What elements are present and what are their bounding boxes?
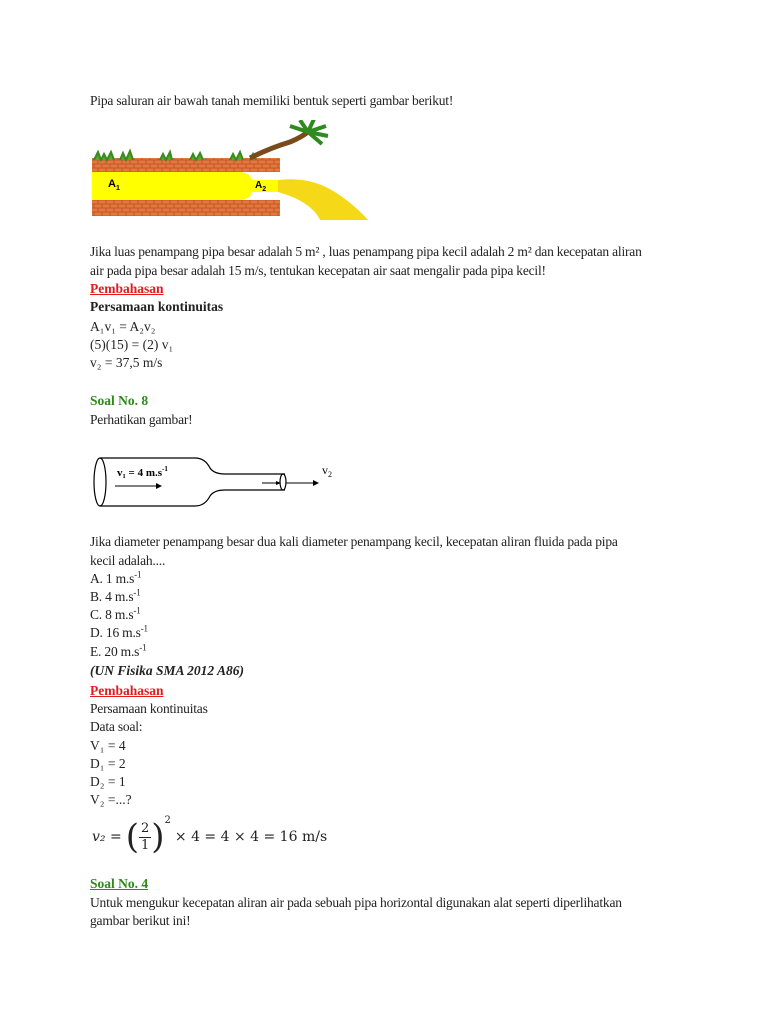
option-a: A. 1 $m.s^{-1}$ [90, 569, 142, 586]
data-item-d2: D₂ = 1 [90, 774, 126, 789]
soal-8-heading: Soal No. 8 [90, 393, 149, 408]
formula [92, 812, 327, 862]
data-soal-label: Data soal: [90, 719, 143, 734]
tree-trunk [250, 132, 308, 158]
fraction-numerator: 2 [140, 820, 150, 836]
intro-text: Pipa saluran air bawah tanah memiliki bentuk seperti gambar berikut! [90, 93, 454, 108]
brick-wall-bottom [92, 200, 280, 216]
v2-arrowhead-icon [313, 480, 319, 486]
equation-line-2: (5)(15) = (2) v₁ [90, 337, 174, 352]
v1-label: v₁ = 4 $m.s^{-1}$ [117, 465, 168, 479]
fraction [139, 821, 151, 854]
pembahasan-heading-2: Pembahasan [90, 683, 164, 698]
equation-line-3: v₂ = 37,5 m/s [90, 355, 163, 370]
pipe-figure-2 [90, 450, 350, 510]
label-a2: $A_2$ [255, 180, 267, 193]
option-b: B. 4 $m.s^{-1}$ [90, 587, 141, 604]
question-1-line-2: air pada pipa besar adalah 15 m/s, tentukan kecepatan air saat mengalir pada pipa kecil! [90, 263, 546, 278]
v1-arrowhead-icon [156, 483, 162, 489]
pipe-opening-large [94, 458, 106, 506]
formula-exponent: 2 [164, 814, 171, 826]
paren-open: ( [125, 817, 139, 857]
option-e: E. 20 $m.s^{-1}$ [90, 642, 147, 659]
paren-close: ) [151, 817, 165, 857]
pipe-opening-small [280, 474, 286, 490]
pembahasan-heading-1: Pembahasan [90, 281, 164, 296]
question-4-line-2: gambar berikut ini! [90, 913, 191, 928]
question-8-line-2: kecil adalah.... [90, 553, 166, 568]
option-d: D. 16 $m.s^{-1}$ [90, 623, 148, 640]
brick-wall-top [92, 158, 280, 172]
persamaan-text-2: Persamaan kontinuitas [90, 701, 208, 716]
source-citation: (UN Fisika SMA 2012 A86) [90, 663, 245, 678]
v2-label: $v_2$ [322, 463, 332, 479]
pipe-figure-1 [90, 120, 375, 225]
pipe-outline [100, 458, 285, 506]
equation-line-1: A₁v₁ = A₂v₂ [90, 319, 156, 334]
option-c: C. 8 $m.s^{-1}$ [90, 605, 141, 622]
water-pipe [92, 172, 278, 200]
data-item-v1: V₁ = 4 [90, 738, 126, 753]
fraction-denominator: 1 [140, 837, 150, 853]
question-4-line-1: Untuk mengukur kecepatan aliran air pada sebuah pipa horizontal digunakan alat seperti diperlihatkan [90, 895, 622, 910]
formula-rhs: × 4 = 4 × 4 = 16 m/s [174, 829, 328, 845]
question-1-line-1: Jika luas penampang pipa besar adalah 5 m² , luas penampang pipa kecil adalah 2 m² dan kecepatan aliran [90, 244, 642, 259]
water-outflow [278, 179, 368, 220]
data-item-v2: V₂ =...? [90, 792, 132, 807]
formula-lhs: v₂ = [92, 829, 122, 845]
data-item-d1: D₁ = 2 [90, 756, 126, 771]
persamaan-heading-1: Persamaan kontinuitas [90, 299, 224, 314]
soal-4-heading: Soal No. 4 [90, 876, 149, 891]
label-a1: $A_1$ [108, 178, 120, 192]
perhatikan-text: Perhatikan gambar! [90, 412, 193, 427]
question-8-line-1: Jika diameter penampang besar dua kali diameter penampang kecil, kecepatan aliran fluida pada pipa [90, 534, 618, 549]
